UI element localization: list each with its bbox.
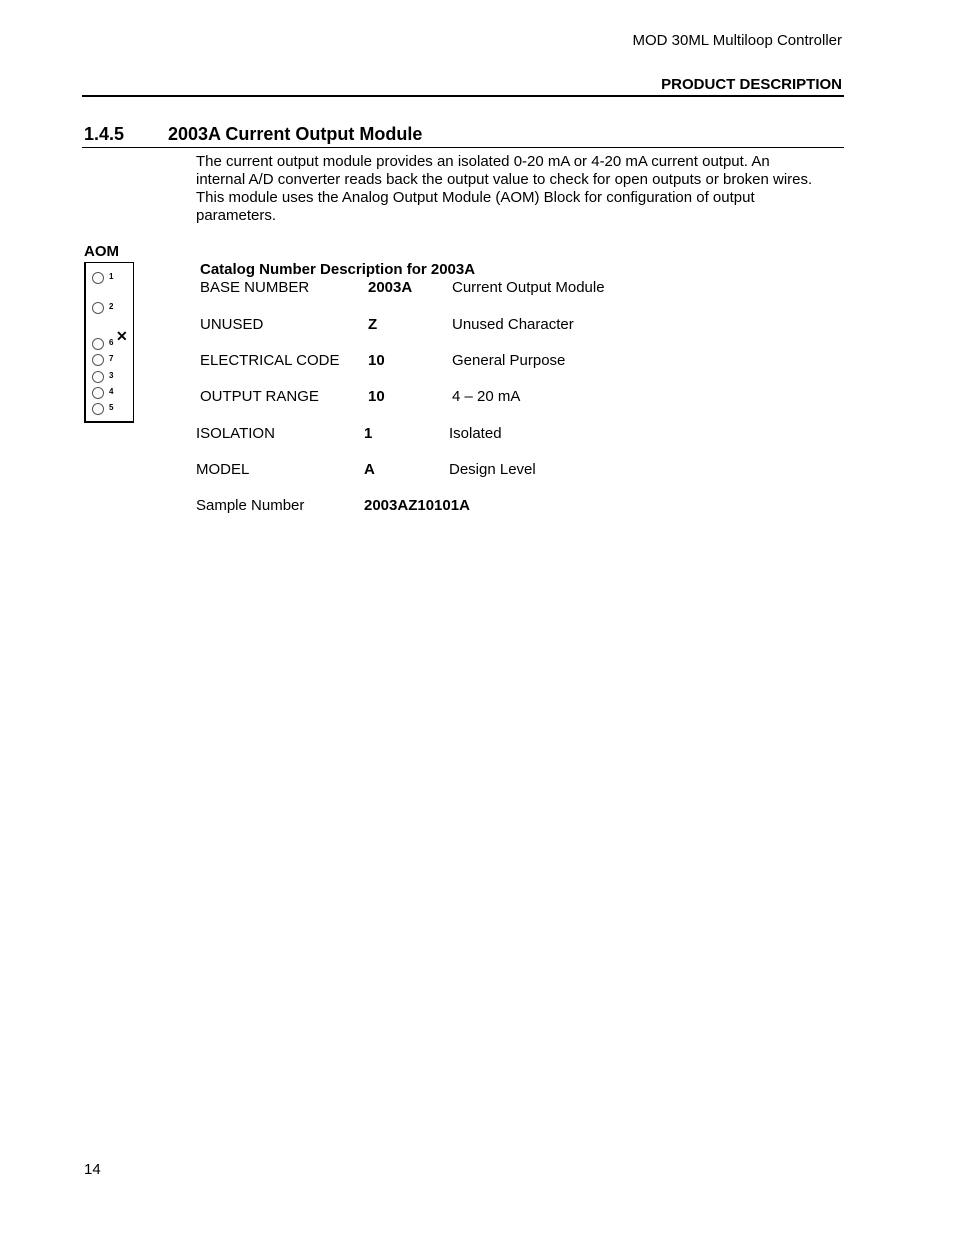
- terminal-circle-icon: [92, 338, 104, 350]
- terminal: [86, 353, 132, 367]
- cross-marker-icon: ✕: [116, 328, 128, 344]
- paragraph-line: internal A/D converter reads back the output value to check for open outputs or broken wires.: [196, 171, 813, 188]
- catalog-row-description: Design Level: [449, 461, 536, 478]
- sample-number-label: Sample Number: [196, 497, 305, 514]
- catalog-row-description: 4 – 20 mA: [452, 388, 521, 405]
- section-number: 1.4.5: [84, 124, 125, 144]
- paragraph-line: This module uses the Analog Output Module (AOM) Block for configuration of output: [196, 189, 755, 206]
- terminal: [86, 370, 132, 384]
- catalog-row-label: OUTPUT RANGE: [200, 388, 319, 405]
- catalog-row-code: 10: [368, 352, 385, 369]
- paragraph-line: The current output module provides an isolated 0-20 mA or 4-20 mA current output. An: [196, 153, 770, 170]
- terminal: [86, 301, 132, 315]
- terminal-number: 2: [109, 302, 114, 311]
- paragraph-line: parameters.: [196, 207, 277, 224]
- catalog-row-description: Current Output Module: [452, 279, 605, 296]
- catalog-row-code: Z: [368, 316, 378, 333]
- catalog-row-label: MODEL: [196, 461, 250, 478]
- catalog-row-description: Isolated: [449, 425, 502, 442]
- catalog-row-code: A: [364, 461, 375, 478]
- terminal-circle-icon: [92, 354, 104, 366]
- terminal-circle-icon: [92, 371, 104, 383]
- terminal-number: 3: [109, 371, 114, 380]
- section-heading: PRODUCT DESCRIPTION: [661, 76, 842, 93]
- catalog-row-description: Unused Character: [452, 316, 574, 333]
- terminal-number: 5: [109, 403, 114, 412]
- terminal-number: 7: [109, 354, 114, 363]
- terminal: [86, 386, 132, 400]
- terminal-number: 6: [109, 338, 114, 347]
- page-number: 14: [84, 1161, 101, 1178]
- header-rule: [82, 95, 844, 97]
- module-label: AOM: [84, 243, 119, 260]
- catalog-row-label: ISOLATION: [196, 425, 275, 442]
- terminal-circle-icon: [92, 272, 104, 284]
- section-title: 2003A Current Output Module: [168, 124, 423, 144]
- terminal: [86, 328, 132, 351]
- terminal-circle-icon: [92, 403, 104, 415]
- description-paragraph: [196, 153, 846, 225]
- terminal: [86, 271, 132, 285]
- catalog-row-code: 10: [368, 388, 385, 405]
- catalog-row-code: 1: [364, 425, 373, 442]
- catalog-row-label: UNUSED: [200, 316, 264, 333]
- catalog-row-label: BASE NUMBER: [200, 279, 310, 296]
- catalog-row-description: General Purpose: [452, 352, 566, 369]
- terminal-number: 1: [109, 272, 114, 281]
- catalog-title: Catalog Number Description for 2003A: [200, 261, 476, 278]
- catalog-row-code: 2003A: [368, 279, 413, 296]
- terminal: [86, 402, 132, 416]
- terminal-circle-icon: [92, 302, 104, 314]
- catalog-row-label: ELECTRICAL CODE: [200, 352, 340, 369]
- terminal-number: 4: [109, 387, 114, 396]
- module-diagram: [84, 262, 134, 423]
- document-title: MOD 30ML Multiloop Controller: [632, 32, 842, 49]
- section-rule: [82, 147, 844, 148]
- sample-number-value: 2003AZ10101A: [364, 497, 470, 514]
- terminal-circle-icon: [92, 387, 104, 399]
